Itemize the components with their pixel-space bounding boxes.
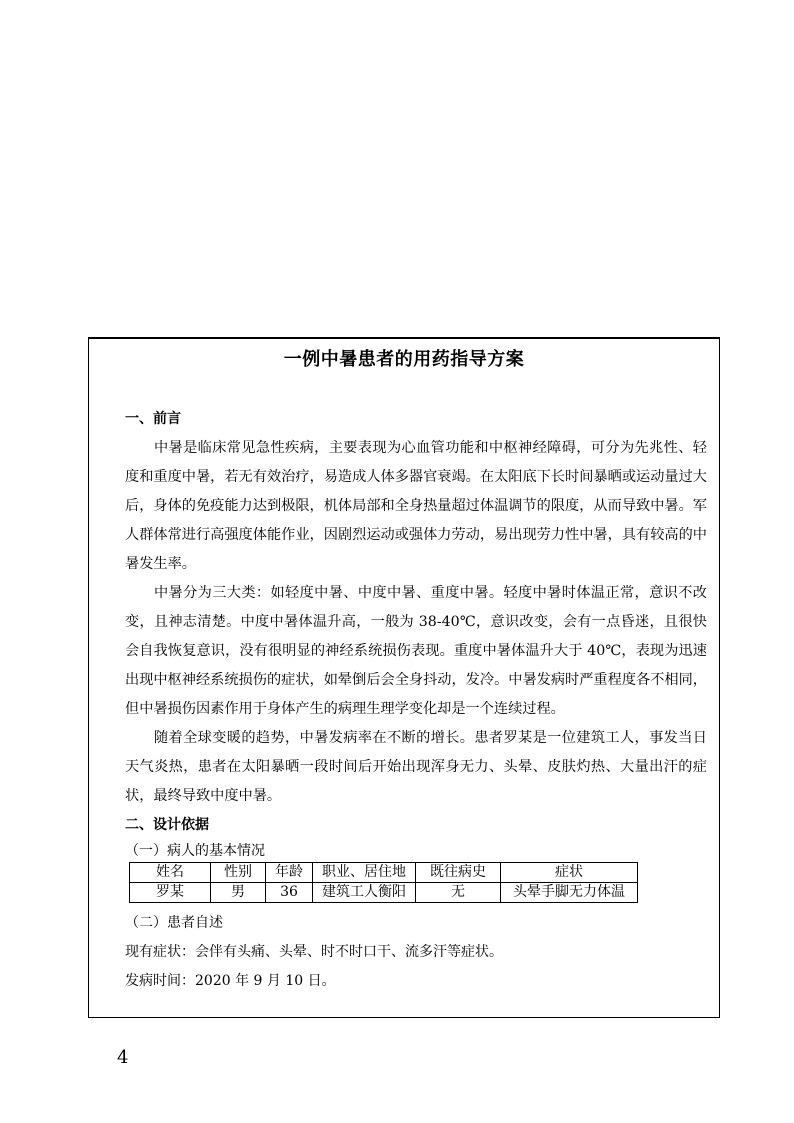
table-cell: 男 — [211, 883, 266, 903]
table-cell: 罗某 — [130, 883, 211, 903]
table-cell: 头晕手脚无力体温 — [501, 883, 638, 903]
table-header-cell: 年龄 — [266, 863, 313, 883]
table-header-cell: 既往病史 — [416, 863, 501, 883]
table-row — [130, 883, 638, 903]
table-header-cell: 性别 — [211, 863, 266, 883]
section-heading-preface: 一、前言 — [125, 411, 181, 427]
subheading-patient-info: （一）病人的基本情况 — [125, 843, 265, 859]
document-title: 一例中暑患者的用药指导方案 — [283, 349, 525, 370]
subheading-patient-statement: （二）患者自述 — [125, 915, 223, 931]
table-cell: 无 — [416, 883, 501, 903]
table-cell: 建筑工人衡阳 — [313, 883, 416, 903]
document-body — [125, 405, 707, 996]
patient-info-table — [129, 862, 638, 903]
document-frame — [88, 337, 720, 1018]
paragraph-1: 中暑是临床常见急性疾病，主要表现为心血管功能和中枢神经障碍，可分为先兆性、轻度和重度中暑，若无有效治疗，易造成人体多器官衰竭。在太阳底下长时间暴晒或运动量过大后，身体的免疫能力达到极限，机体局部和全身热量超过体温调节的限度，从而导致中暑。军人群体常进行高强度体能作业，因剧烈运动或强体力劳动，易出现劳力性中暑，具有较高的中暑发生率。 — [125, 440, 707, 572]
table-header-cell: 姓名 — [130, 863, 211, 883]
table-cell: 36 — [266, 883, 313, 903]
section-heading-design-basis: 二、设计依据 — [125, 817, 209, 833]
table-header-row — [130, 863, 638, 883]
table-header-cell: 症状 — [501, 863, 638, 883]
page-number: 4 — [117, 1047, 129, 1068]
statement-onset-time: 发病时间：2020 年 9 月 10 日。 — [125, 973, 336, 989]
paragraph-3: 随着全球变暖的趋势，中暑发病率在不断的增长。患者罗某是一位建筑工人，事发当日天气炎热，患者在太阳暴晒一段时间后开始出现浑身无力、头晕、皮肤灼热、大量出汗的症状，最终导致中度中暑。 — [125, 730, 707, 804]
table-header-cell: 职业、居住地 — [313, 863, 416, 883]
statement-symptoms: 现有症状：会伴有头痛、头晕、时不时口干、流多汗等症状。 — [125, 944, 503, 960]
paragraph-2: 中暑分为三大类：如轻度中暑、中度中暑、重度中暑。轻度中暑时体温正常，意识不改变，且神志清楚。中度中暑体温升高，一般为 38-40℃，意识改变，会有一点昏迷，且很快会自我恢复意识，没有很明显的神经系统损伤表现。重度中暑体温升大于 40℃，表现为迅速出现中枢神经系统损伤的症状，如晕倒后会全身抖动，发冷。中暑发病时严重程度各不相同，但中暑损伤因素作用于身体产生的病理生理学变化却是一个连续过程。 — [125, 585, 707, 717]
